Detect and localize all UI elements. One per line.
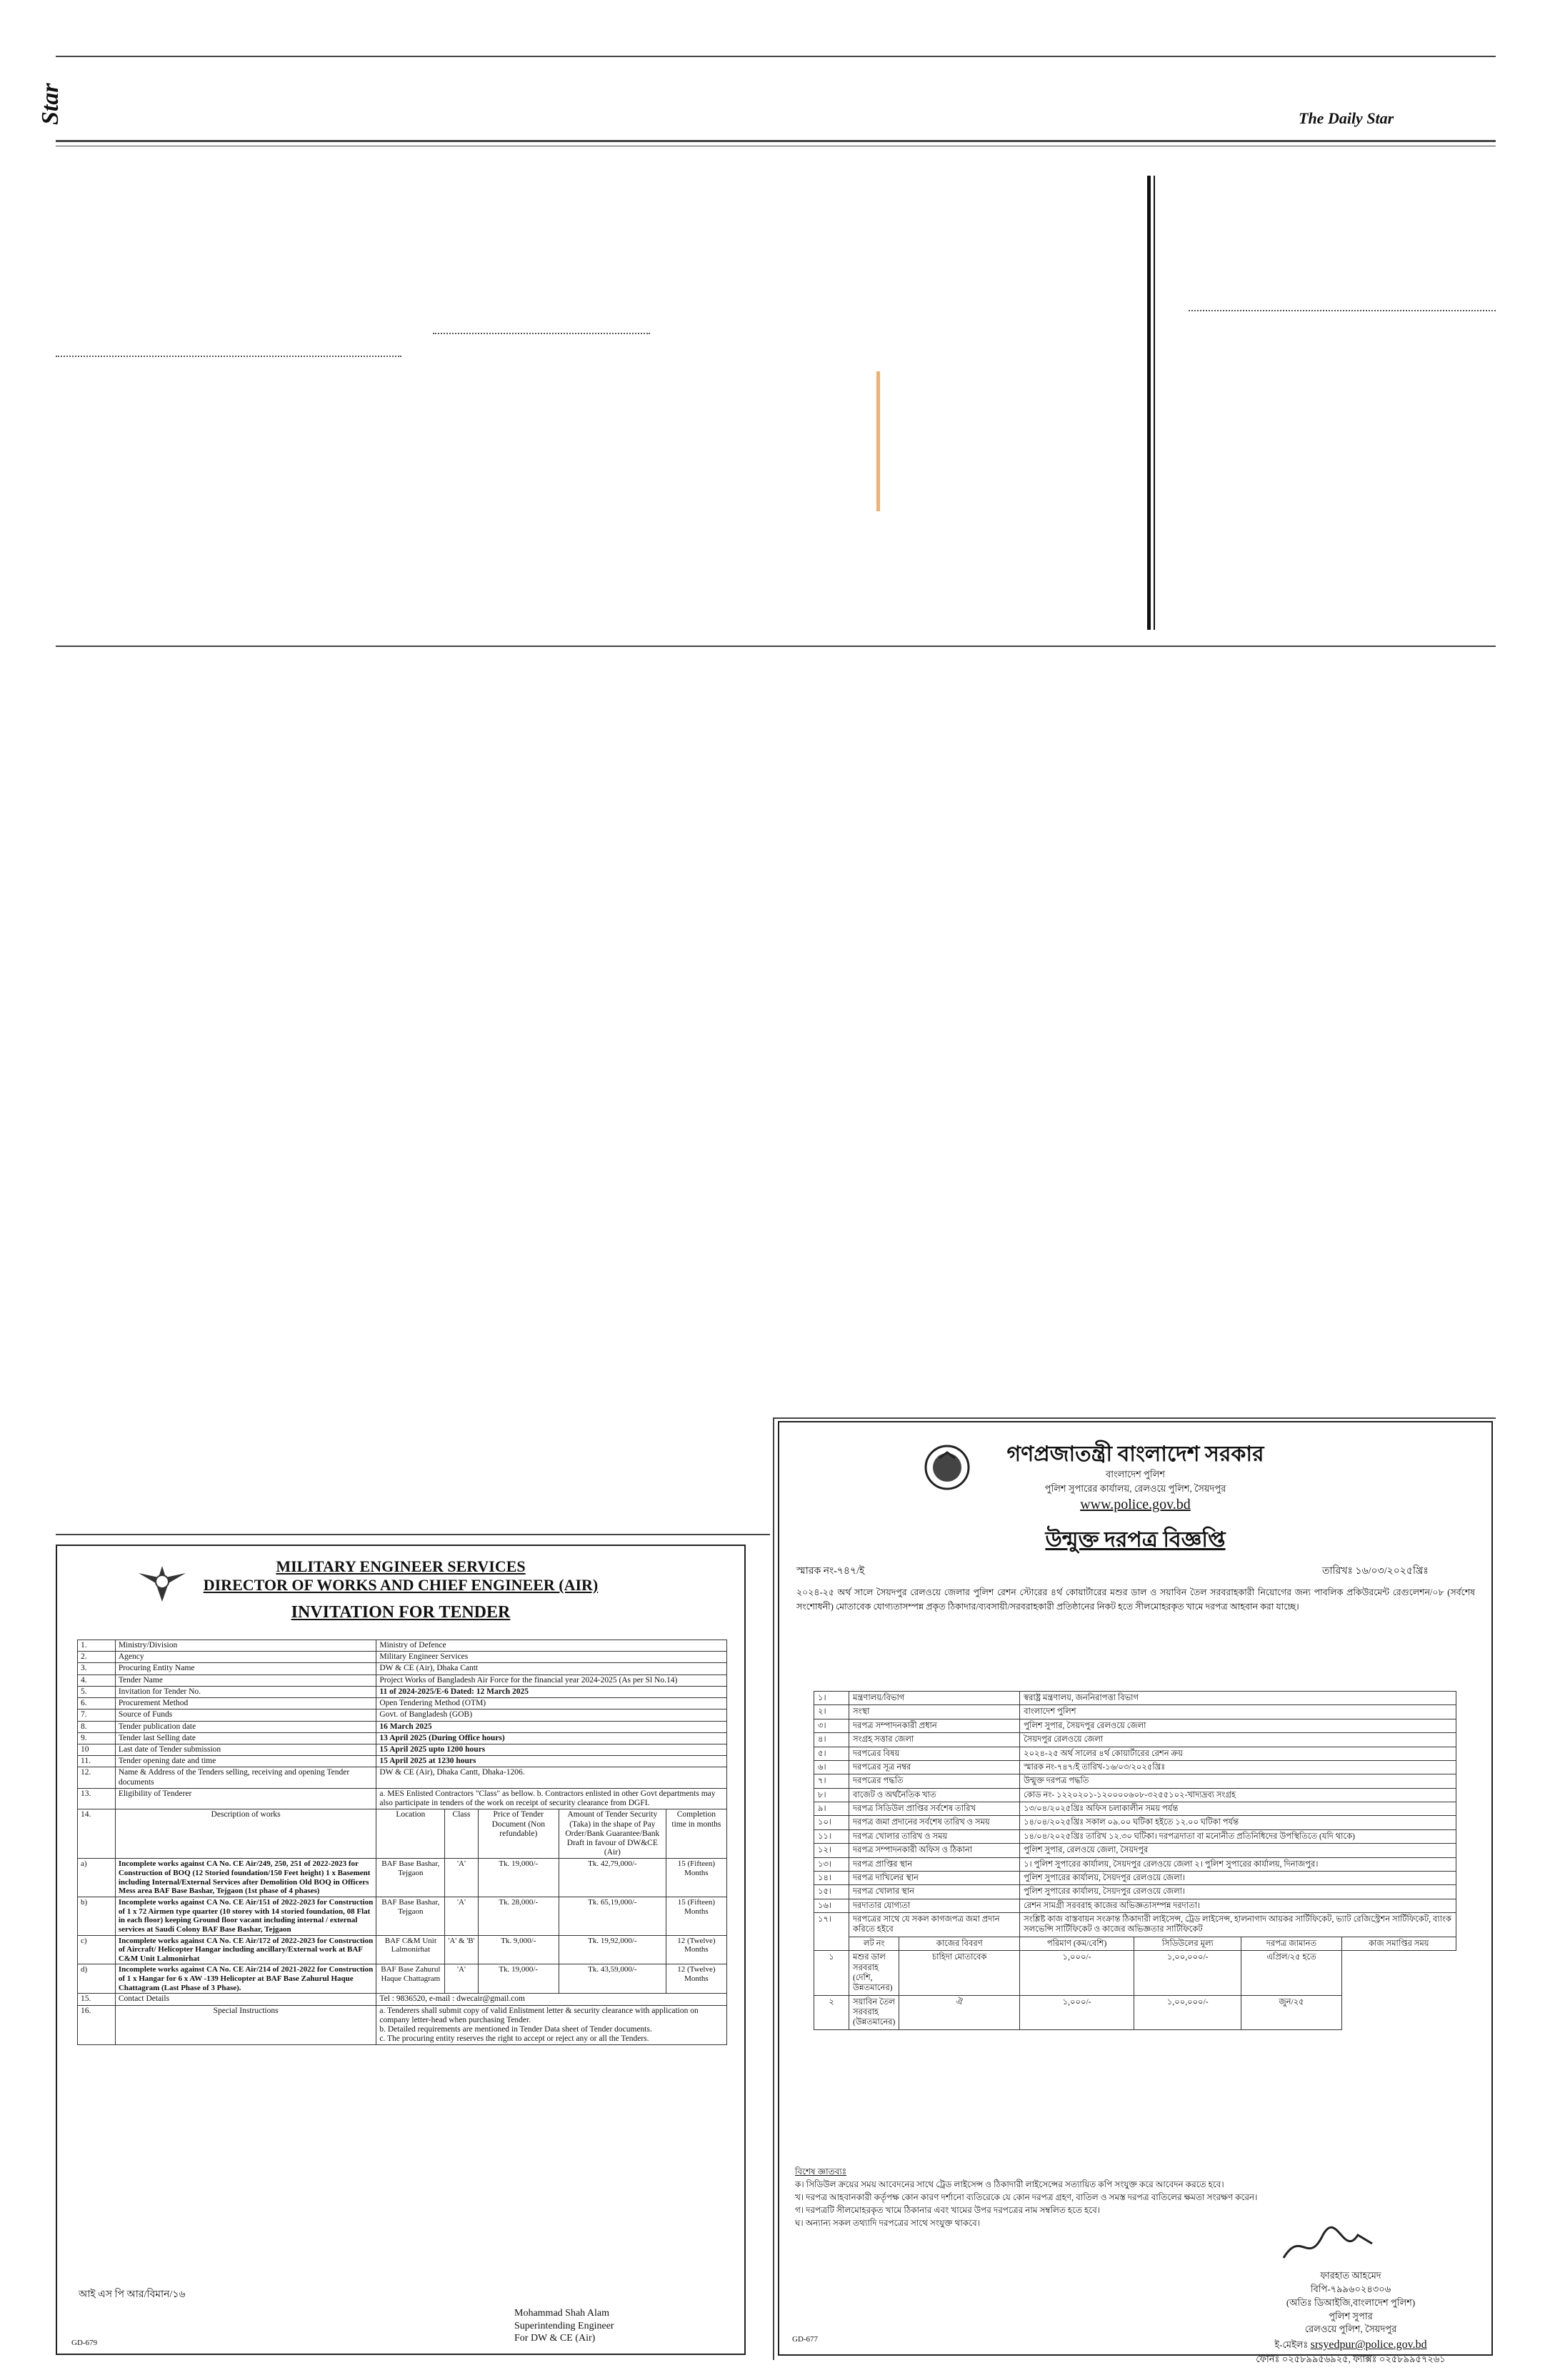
row-value: a. MES Enlisted Contractors "Class" as bellow. b. Contractors enlisted in other Govt departments may also participate in tenders of the work on receipt of security clearance from DGFI. xyxy=(376,1788,727,1809)
row-number: ৩। xyxy=(814,1719,849,1732)
work-id: b) xyxy=(78,1897,116,1935)
work-id: d) xyxy=(78,1964,116,1994)
row-number: ১৩। xyxy=(814,1857,849,1871)
row-key: দরপত্র প্রাপ্তির স্থান xyxy=(849,1857,1020,1871)
tender-info-row xyxy=(78,1721,727,1732)
row-value: ১৪/০৪/২০২৫খ্রিঃ তারিখ ১২.৩০ ঘটিকা। দরপত্রদাতা বা মনোনীত প্রতিনিধিদের উপস্থিতিতে (যদি থাকে) xyxy=(1020,1829,1456,1843)
work-class: 'A' xyxy=(445,1897,478,1935)
mes-org-line1: MILITARY ENGINEER SERVICES xyxy=(276,1557,526,1575)
isp-ref: আই এস পি আর/বিমান/১৬ xyxy=(79,2289,186,2300)
row-number: 13. xyxy=(78,1788,116,1809)
story-divider xyxy=(433,333,650,334)
police-info-row xyxy=(814,1844,1456,1857)
work-desc: Incomplete works against CA No. CE Air/151 of 2022-2023 for Construction of 1 x 72 Airmen type quarter (10 storey with 14 storied foundation, 08 Flat in each floor) keeping Ground floor vacant including internal / external services at Saudi Colony BAF Base Bashar, Tejgaon xyxy=(115,1897,376,1935)
work-price: Tk. 28,000/- xyxy=(478,1897,559,1935)
work-item-row xyxy=(78,1935,727,1964)
row-key: Tender opening date and time xyxy=(115,1756,376,1767)
work-location: BAF Base Zahurul Haque Chattagram xyxy=(376,1964,445,1994)
row-number: ৬। xyxy=(814,1760,849,1774)
row-number: ২। xyxy=(814,1705,849,1719)
police-signer-title: পুলিশ সুপার xyxy=(1329,2310,1373,2321)
mes-tender-ad xyxy=(56,1545,746,2355)
work-completion: 15 (Fifteen) Months xyxy=(666,1897,726,1935)
row-value: বাংলাদেশ পুলিশ xyxy=(1020,1705,1456,1719)
work-completion: 12 (Twelve) Months xyxy=(666,1935,726,1964)
row-key: দরপত্রের সূত্র নম্বর xyxy=(849,1760,1020,1774)
daily-star-logo: The Daily Star xyxy=(1299,109,1394,127)
lot-price: ১,০০০/- xyxy=(1020,1951,1134,1996)
special-b: b. Detailed requirements are mentioned in Tender Data sheet of Tender documents. xyxy=(379,2025,652,2034)
lot-number: ১ xyxy=(814,1951,849,1996)
row-number: 2. xyxy=(78,1652,116,1663)
work-location: BAF Base Bashar, Tejgaon xyxy=(376,1859,445,1897)
row-key: দরপত্র সিডিউল প্রাপ্তির সর্বশেষ তারিখ xyxy=(849,1802,1020,1816)
row-value: পুলিশ সুপারের কার্যালয়, সৈয়দপুর রেলওয়ে জেলা। xyxy=(1020,1871,1456,1884)
row-number: ৭। xyxy=(814,1774,849,1788)
work-id: c) xyxy=(78,1935,116,1964)
note-item: খ। দরপত্র আহবানকারী কর্তৃপক্ষ কোন কারণ দর্শানো ব্যতিরেকে যে কোন দরপত্র গ্রহণ, বাতিল ও সমস্ত দরপত্র বাতিলের ক্ষমতা সংরক্ষণ করেন। xyxy=(795,2192,1258,2202)
work-desc: Incomplete works against CA No. CE Air/214 of 2021-2022 for Construction of 1 x Hangar for 6 x AW -139 Helicopter at BAF Base Zahurul Haque Chattagram (Last Phase of 3 Phase). xyxy=(115,1964,376,1994)
row-value: পুলিশ সুপার, সৈয়দপুর রেলওয়ে জেলা xyxy=(1020,1719,1456,1732)
row-number: 8. xyxy=(78,1721,116,1732)
work-location: BAF Base Bashar, Tejgaon xyxy=(376,1897,445,1935)
tender-info-row xyxy=(78,1788,727,1809)
police-signer-name: ফারহাত আহমেদ xyxy=(1320,2270,1381,2281)
special-a: a. Tenderers shall submit copy of valid Enlistment letter & security clearance with application on company letter-head when purchasing Tender. xyxy=(379,2006,699,2024)
police-tender-table xyxy=(814,1691,1456,2030)
row-value: পুলিশ সুপারের কার্যালয়, সৈয়দপুর রেলওয়ে জেলা। xyxy=(1020,1885,1456,1899)
row-value: ১৩/০৪/২০২৫খ্রিঃ অফিস চলাকালীন সময় পর্যন্ত xyxy=(1020,1802,1456,1816)
work-completion: 15 (Fifteen) Months xyxy=(666,1859,726,1897)
row-key: দরপত্রের পদ্ধতি xyxy=(849,1774,1020,1788)
works-header-row: 14. Description of works Location Class Price of Tender Document (Non refundable) Amount of Tender Security (Taka) in the shape of Pay Order/Bank Guarantee/Bank Draft in favour of DW&CE (Air) Completion time in months xyxy=(78,1809,727,1859)
mes-tender-table xyxy=(77,1640,727,2045)
top-rule xyxy=(56,56,1496,57)
tender-info-row xyxy=(78,1767,727,1788)
police-info-row xyxy=(814,1829,1456,1843)
police-signer-office: রেলওয়ে পুলিশ, সৈয়দপুর xyxy=(1304,2324,1397,2335)
row-key: Name & Address of the Tenders selling, receiving and opening Tender documents xyxy=(115,1767,376,1788)
work-desc: Incomplete works against CA No. CE Air/172 of 2022-2023 for Construction of Aircraft/ Helicopter Hangar including ancillary/External work at BAF C&M Unit Lalmonirhat xyxy=(115,1935,376,1964)
police-signature-block xyxy=(1236,2269,1465,2366)
police-info-row xyxy=(814,1747,1456,1760)
work-price: Tk. 19,000/- xyxy=(478,1964,559,1994)
accent-bar xyxy=(876,371,880,511)
lot-security: ১,০০,০০০/- xyxy=(1134,1995,1241,2029)
notice-title: উন্মুক্ত দরপত্র বিজ্ঞপ্তি xyxy=(1045,1528,1226,1552)
row-value: Military Engineer Services xyxy=(376,1652,727,1663)
work-security: Tk. 43,59,000/- xyxy=(559,1964,666,1994)
ad-block-rule xyxy=(774,1417,1496,1419)
lot-desc: সয়াবিন তৈল সরবরাহ (উন্নতমানের) xyxy=(849,1995,899,2029)
work-price: Tk. 9,000/- xyxy=(478,1935,559,1964)
police-email: srsyedpur@police.gov.bd xyxy=(1310,2339,1427,2351)
row-number: 1. xyxy=(78,1640,116,1652)
signature-mark xyxy=(1279,2222,1379,2265)
lot-time: জুন/২৫ xyxy=(1241,1995,1341,2029)
row-key: Procurement Method xyxy=(115,1698,376,1709)
row-number: ১৫। xyxy=(814,1885,849,1899)
work-security: Tk. 42,79,000/- xyxy=(559,1859,666,1897)
police-info-row xyxy=(814,1802,1456,1816)
story-divider xyxy=(56,356,401,357)
work-class: 'A' xyxy=(445,1964,478,1994)
police-info-row xyxy=(814,1871,1456,1884)
row-key: Source of Funds xyxy=(115,1709,376,1721)
row-value: DW & CE (Air), Dhaka Cantt xyxy=(376,1663,727,1674)
row-key: Tender Name xyxy=(115,1674,376,1686)
tender-info-row xyxy=(78,1709,727,1721)
row-key: Agency xyxy=(115,1652,376,1663)
row-number: 6. xyxy=(78,1698,116,1709)
row-key: সংগ্রহ সত্তার জেলা xyxy=(849,1733,1020,1747)
police-office: পুলিশ সুপারের কার্যালয়, রেলওয়ে পুলিশ, সৈয়দপুর xyxy=(1044,1483,1226,1494)
row-key: মন্ত্রণালয়/বিভাগ xyxy=(849,1692,1020,1705)
tender-info-row xyxy=(78,1663,727,1674)
row-number: 4. xyxy=(78,1674,116,1686)
lot-security: ১,০০,০০০/- xyxy=(1134,1951,1241,1996)
row-number: ১০। xyxy=(814,1816,849,1829)
column-rule xyxy=(1147,176,1151,630)
tender-info-row xyxy=(78,1744,727,1755)
mes-signer-org: For DW & CE (Air) xyxy=(514,2333,596,2344)
star-logo: Star xyxy=(37,83,64,125)
police-phone: ফোনঃ ০২৫৮৯৯৫৬৯২৫, ফ্যাক্সঃ ০২৫৮৯৯৫৭২৬১ xyxy=(1256,2354,1446,2365)
lot-number: ২ xyxy=(814,1995,849,2029)
row-key: Eligibility of Tenderer xyxy=(115,1788,376,1809)
row-key: দরপত্র দাখিলের স্থান xyxy=(849,1871,1020,1884)
note-item: ঘ। অন্যান্য সকল তথ্যাদি দরপত্রের সাথে সংযুক্ত থাকবে। xyxy=(795,2218,980,2228)
tender-info-row xyxy=(78,1698,727,1709)
row-number: ১১। xyxy=(814,1829,849,1843)
row-number: ১। xyxy=(814,1692,849,1705)
story-divider xyxy=(1189,310,1496,311)
row-value: কোড নং- ১২২০২০১-১২০০০০৬০৮-৩২৫৫১০২-খাদ্যদ্রব্য সংগ্রহ xyxy=(1020,1788,1456,1802)
row-number: ১৪। xyxy=(814,1871,849,1884)
works-desc-header: Description of works xyxy=(115,1809,376,1859)
note-item: ক। সিডিউল ক্রয়ের সময় আবেদনের সাথে ট্রেড লাইসেন্স ও ঠিকাদারী লাইসেন্সের সত্যায়িত কপি সংযুক্ত করে আবেদন করতে হবে। xyxy=(795,2179,1224,2189)
notice-intro: ২০২৪-২৫ অর্থ সালে সৈয়দপুর রেলওয়ে জেলার পুলিশ রেশন স্টোরের ৪র্থ কোয়ার্টারের মশুর ডাল ও সয়াবিন তৈল সরবরাহকারী নিয়োগের জন্য পাবলিক প্রকিউরমেন্ট রেগুলেশন/০৮ (সর্বশেষ সংশোধনী) মোতাবেক যোগ্যতাসম্পন্ন প্রকৃত ঠিকাদার/ব্যবসায়ী/সরবরাহকারী প্রতিষ্ঠানের নিকট হতে সীলমোহরকৃত খামে দরপত্র আহবান করা যাচ্ছে। xyxy=(796,1587,1475,1612)
notes-block xyxy=(795,2165,1466,2229)
contact-row: 15. Contact Details Tel : 9836520, e-mail : dwecair@gmail.com xyxy=(78,1994,727,2005)
row-key: দরপত্র জমা প্রদানের সর্বশেষ তারিখ ও সময় xyxy=(849,1816,1020,1829)
row-key: Procuring Entity Name xyxy=(115,1663,376,1674)
lot-desc: মশুর ডাল সরবরাহ (দেশি, উন্নতমানের) xyxy=(849,1951,899,1996)
tender-info-row xyxy=(78,1640,727,1652)
ad-block-rule-vertical xyxy=(773,1417,774,2360)
section-rule xyxy=(56,646,1496,647)
tender-info-row xyxy=(78,1652,727,1663)
row-key: দরপত্র খোলার তারিখ ও সময় xyxy=(849,1829,1020,1843)
row-number: ৫। xyxy=(814,1747,849,1760)
notes-title: বিশেষ জ্ঞাতব্যঃ xyxy=(795,2166,847,2176)
notice-date: তারিখঃ ১৬/০৩/২০২৫খ্রিঃ xyxy=(1322,1566,1429,1577)
row-value: 16 March 2025 xyxy=(376,1721,727,1732)
row-value: ২০২৪-২৫ অর্থ সালের ৪র্থ কোয়ার্টারের রেশন ক্রয় xyxy=(1020,1747,1456,1760)
work-security: Tk. 19,92,000/- xyxy=(559,1935,666,1964)
lot-header-row: লট নং কাজের বিবরণ পরিমাণ (কম/বেশি) সিডিউলের মূল্য দরপত্র জামানত কাজ সমাপ্তির সময় xyxy=(814,1937,1456,1950)
row-key: Tender publication date xyxy=(115,1721,376,1732)
police-info-row xyxy=(814,1692,1456,1705)
row-key: দরপত্রের বিষয় xyxy=(849,1747,1020,1760)
work-class: 'A' & 'B' xyxy=(445,1935,478,1964)
row-value: 15 April 2025 upto 1200 hours xyxy=(376,1744,727,1755)
work-class: 'A' xyxy=(445,1859,478,1897)
mes-signature-block xyxy=(514,2307,614,2345)
tender-info-row xyxy=(78,1756,727,1767)
row-number: 10 xyxy=(78,1744,116,1755)
row-key: Invitation for Tender No. xyxy=(115,1686,376,1697)
row-value: 13 April 2025 (During Office hours) xyxy=(376,1732,727,1744)
police-info-row xyxy=(814,1760,1456,1774)
row-number: ৮। xyxy=(814,1788,849,1802)
row-key: দরপত্র সম্পাদনকারী অফিস ও ঠিকানা xyxy=(849,1844,1020,1857)
mes-gd-code: GD-679 xyxy=(71,2339,98,2347)
row-value: Project Works of Bangladesh Air Force for the financial year 2024-2025 (As per Sl No.14) xyxy=(376,1674,727,1686)
work-security: Tk. 65,19,000/- xyxy=(559,1897,666,1935)
row-key: Ministry/Division xyxy=(115,1640,376,1652)
police-tender-ad xyxy=(778,1421,1493,2365)
row-number: 9. xyxy=(78,1732,116,1744)
police-signer-rank: (অতিঃ ডিআইজি,বাংলাদেশ পুলিশ) xyxy=(1286,2296,1416,2308)
note-item: গ। দরপত্রটি সীলমোহরকৃত খামে ঠিকানার এবং খামের উপর দরপত্রের নাম সম্বলিত হতে হবে। xyxy=(795,2205,1101,2215)
row-value: 15 April 2025 at 1230 hours xyxy=(376,1756,727,1767)
tender-info-row xyxy=(78,1732,727,1744)
mes-signer-title: Superintending Engineer xyxy=(514,2320,614,2331)
row-number: ৪। xyxy=(814,1733,849,1747)
lot-qty: চাহিদা মোতাবেক xyxy=(899,1951,1020,1996)
work-id: a) xyxy=(78,1859,116,1897)
row-value: Govt. of Bangladesh (GOB) xyxy=(376,1709,727,1721)
row-key: দরদাতার যোগ্যতা xyxy=(849,1899,1020,1912)
row-key: দরপত্র খোলার স্থান xyxy=(849,1885,1020,1899)
row-value: ১। পুলিশ সুপারের কার্যালয়, সৈয়দপুর রেলওয়ে জেলা ২। পুলিশ সুপারের কার্যালয়, দিনাজপুর। xyxy=(1020,1857,1456,1871)
mes-heading: INVITATION FOR TENDER xyxy=(291,1603,511,1622)
ad-block-rule xyxy=(56,1534,770,1535)
row-value: 11 of 2024-2025/E-6 Dated: 12 March 2025 xyxy=(376,1686,727,1697)
work-location: BAF C&M Unit Lalmonirhat xyxy=(376,1935,445,1964)
email-label: ই-মেইলঃ xyxy=(1274,2339,1309,2351)
tender-info-row xyxy=(78,1674,727,1686)
lot-row xyxy=(814,1995,1456,2029)
row-number: ৯। xyxy=(814,1802,849,1816)
police-info-row xyxy=(814,1719,1456,1732)
police-info-row xyxy=(814,1705,1456,1719)
work-item-row xyxy=(78,1964,727,1994)
work-completion: 12 (Twelve) Months xyxy=(666,1964,726,1994)
work-item-row xyxy=(78,1859,727,1897)
row-number: ১৬। xyxy=(814,1899,849,1912)
row-key: বাজেট ও অর্থনৈতিক খাত xyxy=(849,1788,1020,1802)
row-number: ১২। xyxy=(814,1844,849,1857)
lot-price: ১,০০০/- xyxy=(1020,1995,1134,2029)
header-rule-thick xyxy=(56,140,1496,142)
work-price: Tk. 19,000/- xyxy=(478,1859,559,1897)
row-number: 5. xyxy=(78,1686,116,1697)
documents-row: ১৭। দরপত্রের সাথে যে সকল কাগজপত্র জমা প্রদান করিতে হইবে সংশ্লিষ্ট কাজ বাস্তবায়ন সংক্রান্ত ঠিকাদারী লাইসেন্স, ট্রেড লাইসেন্স, হালনাগাদ আয়কর সার্টিফিকেট, ভ্যাট রেজিস্ট্রেশন সার্টিফিকেট, ব্যাংক সলভেন্সি সার্টিফিকেট ও কাজের অভিজ্ঞতার সার্টিফিকেট xyxy=(814,1913,1456,1937)
row-value: Open Tendering Method (OTM) xyxy=(376,1698,727,1709)
police-gd-code: GD-677 xyxy=(792,2335,819,2344)
row-number: 11. xyxy=(78,1756,116,1767)
row-value: সৈয়দপুর রেলওয়ে জেলা xyxy=(1020,1733,1456,1747)
police-info-row xyxy=(814,1885,1456,1899)
police-info-row xyxy=(814,1774,1456,1788)
column-rule-thin xyxy=(1154,176,1155,630)
memo-number: স্মারক নং-৭৪৭/ই xyxy=(796,1566,865,1577)
police-signer-bp: বিপি-৭৯৯৬০২৪৩০৬ xyxy=(1310,2283,1391,2294)
lot-time: এপ্রিল/২৫ হতে xyxy=(1241,1951,1341,1996)
row-value: DW & CE (Air), Dhaka Cantt, Dhaka-1206. xyxy=(376,1767,727,1788)
police-website: www.police.gov.bd xyxy=(1080,1497,1191,1512)
lot-row xyxy=(814,1951,1456,1996)
police-info-row xyxy=(814,1899,1456,1912)
work-desc: Incomplete works against CA No. CE Air/249, 250, 251 of 2022-2023 for Construction of BOQ (12 Storied foundation/150 Feet height) 1 x Basement including Internal/External Services after Demolition Old BOQ in Officers Mess area BAF Base Bashar, Tejgaon (1st phase of 4 phases) xyxy=(115,1859,376,1897)
row-value: Ministry of Defence xyxy=(376,1640,727,1652)
tender-info-row xyxy=(78,1686,727,1697)
police-info-row xyxy=(814,1816,1456,1829)
row-number: 3. xyxy=(78,1663,116,1674)
govt-title: গণপ্রজাতন্ত্রী বাংলাদেশ সরকার xyxy=(1006,1442,1264,1466)
row-number: 12. xyxy=(78,1767,116,1788)
row-value: স্মারক নং-৭৪৭/ই তারিখ-১৬/০৩/২০২৫খ্রিঃ xyxy=(1020,1760,1456,1774)
row-key: Last date of Tender submission xyxy=(115,1744,376,1755)
row-number: 7. xyxy=(78,1709,116,1721)
row-key: Tender last Selling date xyxy=(115,1732,376,1744)
police-dept: বাংলাদেশ পুলিশ xyxy=(1106,1469,1165,1480)
row-key: দরপত্র সম্পাদনকারী প্রধান xyxy=(849,1719,1020,1732)
row-key: সংস্থা xyxy=(849,1705,1020,1719)
mes-signer-name: Mohammad Shah Alam xyxy=(514,2308,609,2319)
police-info-row xyxy=(814,1788,1456,1802)
row-value: স্বরাষ্ট্র মন্ত্রণালয়, জননিরাপত্তা বিভাগ xyxy=(1020,1692,1456,1705)
special-c: c. The procuring entity reserves the right to accept or reject any or all the Tenders. xyxy=(379,2034,649,2044)
work-item-row xyxy=(78,1897,727,1935)
row-value: ১৪/০৪/২০২৫খ্রিঃ সকাল ০৯.০০ ঘটিকা হইতে ১২.০০ ঘটিকা পর্যন্ত xyxy=(1020,1816,1456,1829)
special-instructions-row: 16. Special Instructions a. Tenderers shall submit copy of valid Enlistment letter & security clearance with application on company letter-head when purchasing Tender. b. Detailed requirements are mentioned in Tender Data sheet of Tender documents. c. The procuring entity reserves the right to accept or reject any or all the Tenders. xyxy=(78,2005,727,2045)
lot-qty: ঐ xyxy=(899,1995,1020,2029)
row-value: রেশন সামগ্রী সরবরাহ কাজের অভিজ্ঞতাসম্পন্ন দরদাতা। xyxy=(1020,1899,1456,1912)
police-info-row xyxy=(814,1733,1456,1747)
mes-org-line2: DIRECTOR OF WORKS AND CHIEF ENGINEER (AIR) xyxy=(203,1576,599,1594)
police-info-row xyxy=(814,1857,1456,1871)
row-value: পুলিশ সুপার, রেলওয়ে জেলা, সৈয়দপুর xyxy=(1020,1844,1456,1857)
row-value: উন্মুক্ত দরপত্র পদ্ধতি xyxy=(1020,1774,1456,1788)
